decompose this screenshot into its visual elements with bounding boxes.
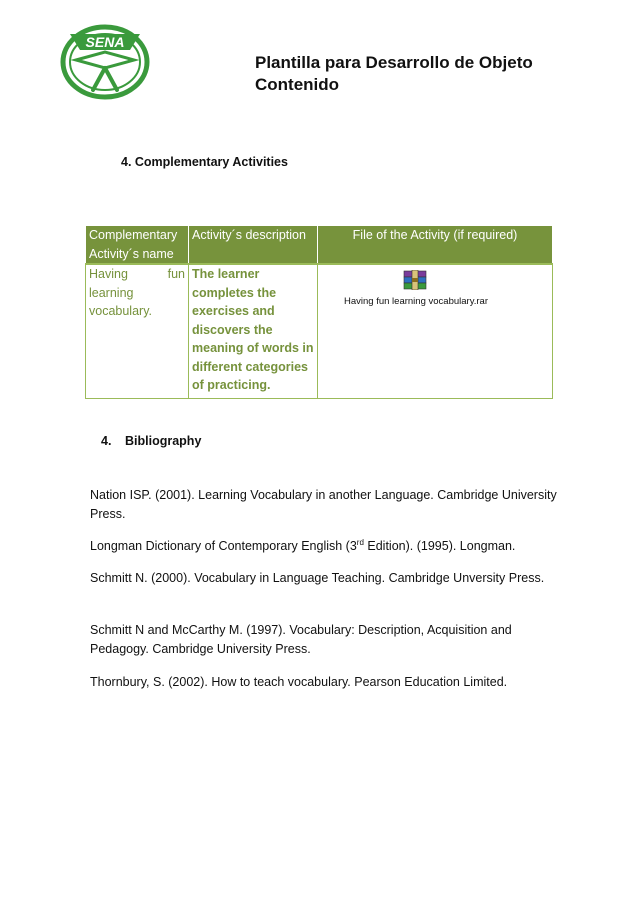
bibliography-entry-text xyxy=(90,537,560,556)
bibliography-entry xyxy=(90,621,560,659)
activity-file-link[interactable]: Having fun learning vocabulary.rar xyxy=(344,296,488,307)
bibliography-entry-text: Schmitt N and McCarthy M. (1997). Vocabulary: Description, Acquisition and Pedagogy. Cambridge University Press. xyxy=(90,623,512,656)
table-header-row xyxy=(86,226,553,265)
activities-heading: 4. Complementary Activities xyxy=(121,155,288,169)
header-activity-name: Complementary Activity´s name xyxy=(86,226,189,265)
title-line-2: Contenido xyxy=(255,75,340,94)
entry-text-part: Longman Dictionary of Contemporary English (3 xyxy=(90,539,357,553)
winrar-archive-icon[interactable] xyxy=(403,270,427,290)
activity-file-cell xyxy=(318,264,553,399)
bibliography-entry-text: Nation ISP. (2001). Learning Vocabulary in another Language. Cambridge University Press. xyxy=(90,488,557,521)
bibliography-entry xyxy=(90,537,560,556)
activity-name-cell: Having fun learning vocabulary. xyxy=(86,264,189,399)
bibliography-title: Bibliography xyxy=(125,434,202,448)
activities-table xyxy=(85,225,553,399)
header-activity-file: File of the Activity (if required) xyxy=(318,226,553,265)
bibliography-entry xyxy=(90,673,560,692)
activity-description-cell: The learner completes the exercises and discovers the meaning of words in different categories of practicing. xyxy=(189,264,318,399)
bibliography-entry xyxy=(90,569,560,588)
bibliography-entry xyxy=(90,486,560,524)
entry-text-part: Edition). (1995). Longman. xyxy=(363,539,516,553)
bibliography-entry-text: Thornbury, S. (2002). How to teach vocabulary. Pearson Education Limited. xyxy=(90,675,508,689)
document-title xyxy=(255,52,615,96)
header-activity-description: Activity´s description xyxy=(189,226,318,265)
title-line-1: Plantilla para Desarrollo de Objeto xyxy=(255,53,533,72)
table-row xyxy=(86,264,553,399)
sena-logo xyxy=(60,22,150,100)
edition-superscript: rd xyxy=(356,537,364,547)
bibliography-entry-text: Schmitt N. (2000). Vocabulary in Language Teaching. Cambridge Unversity Press. xyxy=(90,571,545,585)
bibliography-heading xyxy=(101,434,201,448)
logo-text: SENA xyxy=(85,34,125,50)
bibliography-number: 4. xyxy=(101,434,112,448)
